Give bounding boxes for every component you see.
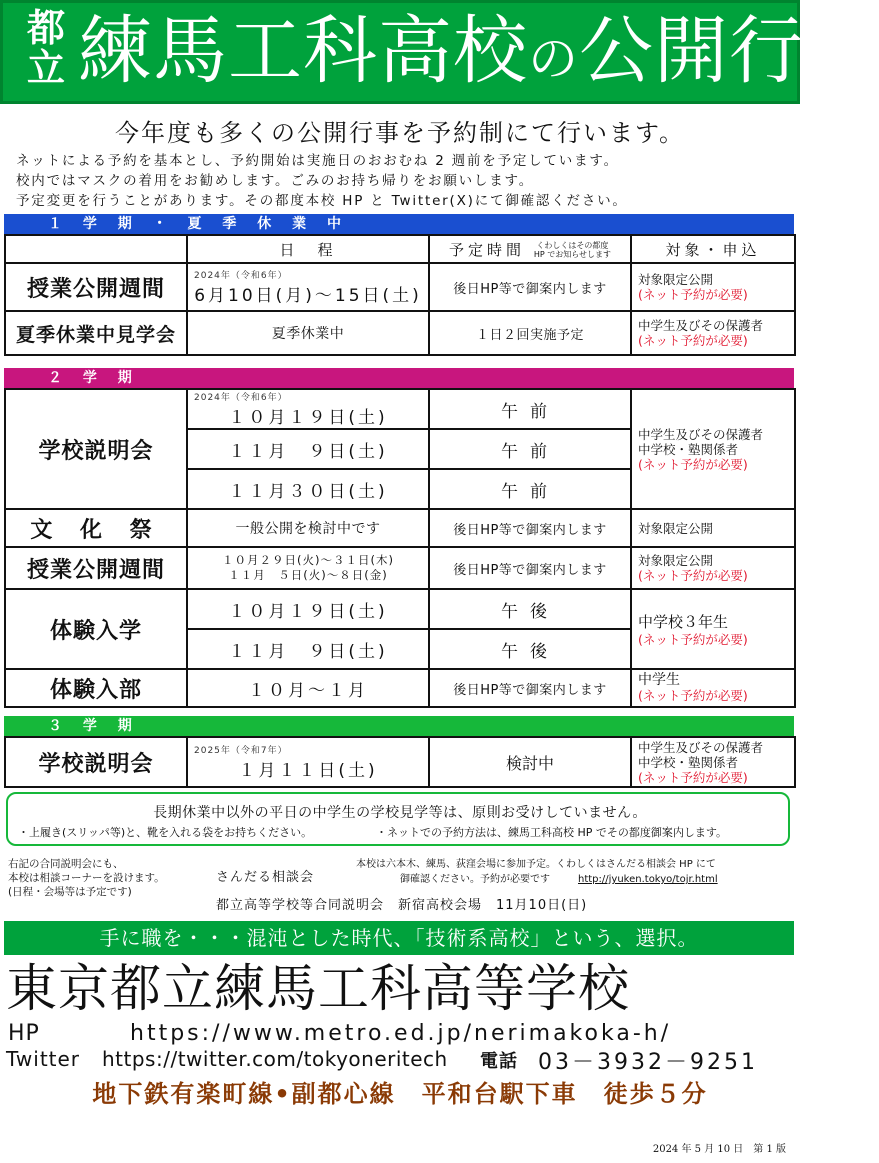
event-date: １１月 ９日(土) [187, 429, 429, 469]
header-event-cell [5, 235, 187, 263]
header-time-note1: くわしくはその都度 [536, 241, 609, 250]
term2-table [4, 388, 796, 708]
event-date: 一般公開を検討中です [187, 509, 429, 547]
target-note: (ネット予約が必要) [638, 568, 748, 583]
era-label: 2025年（令和7年） [194, 746, 288, 756]
banner-tag-line2: 立 [26, 46, 65, 90]
twitter-url[interactable]: https://twitter.com/tokyoneritech [102, 1047, 448, 1071]
term2-header: ２ 学 期 [4, 368, 794, 388]
event-time: 後日HP等で御案内します [429, 263, 631, 311]
note-3: 予定変更を行うことがあります。その都度本校 HP と Twitter(X)にて御確認ください。 [16, 193, 628, 209]
event-time: １日２回実施予定 [429, 311, 631, 355]
table-row [5, 589, 795, 629]
event-name: 授業公開週間 [5, 547, 187, 589]
tel-number: 03－3932－9251 [538, 1050, 758, 1075]
title-main: 練馬工科高校 [78, 8, 528, 94]
notice-box [6, 792, 790, 846]
event-time: 検討中 [429, 737, 631, 787]
slogan-banner: 手に職を・・・混沌とした時代、「技術系高校」という、選択。 [4, 921, 794, 955]
notice-main: 長期休業中以外の平日の中学生の学校見学等は、原則お受けしていません。 [153, 805, 647, 821]
event-date: 6月10日(月)～15日(土) [194, 286, 422, 306]
target-text: 中学校３年生 [638, 612, 729, 631]
notice-sub-1: ・上履き(スリッパ等)と、靴を入れる袋をお持ちください。 [18, 826, 313, 839]
note-1: ネットによる予約を基本とし、予約開始は実施日のおおむね 2 週前を予定しています。 [16, 153, 619, 169]
target-text: 中学生 [638, 672, 680, 688]
event-date: １１月３０日(土) [187, 469, 429, 509]
notice-sub-2: ・ネットでの予約方法は、練馬工科高校 HP でその都度御案内します。 [376, 826, 728, 839]
era-label: 2024年（令和6年） [194, 271, 288, 281]
event-time: 午後 [429, 589, 631, 629]
event-name: 夏季休業中見学会 [5, 311, 187, 355]
event-date-cell [187, 737, 429, 787]
event-date: １０月１９日(土) [187, 589, 429, 629]
event-time: 午後 [429, 629, 631, 669]
table-row [5, 311, 795, 355]
event-date: １１月 ９日(土) [187, 629, 429, 669]
sandaru-note-1: 本校は六本木、練馬、荻窪会場に参加予定。くわしくはさんだる相談会 HP にて [356, 859, 716, 870]
event-time: 後日HP等で御案内します [429, 547, 631, 589]
event-date: １０月～１月 [187, 669, 429, 707]
banner-tag [18, 8, 74, 88]
target-text: 中学生及びその保護者 [638, 426, 764, 442]
event-time: 午前 [429, 429, 631, 469]
event-name: 体験入部 [5, 669, 187, 707]
header-target: 対象・申込 [631, 235, 795, 263]
event-time: 後日HP等で御案内します [429, 669, 631, 707]
sandaru-url[interactable]: http://jyuken.tokyo/tojr.html [578, 874, 718, 885]
term1-header-row [5, 235, 795, 263]
event-time: 午前 [429, 389, 631, 429]
event-date-2: １１月 ５日(火)～８日(金) [228, 568, 388, 582]
event-target [631, 669, 795, 707]
banner-tag-line1: 都 [26, 6, 65, 50]
page-title [78, 6, 879, 104]
header-date: 日 程 [187, 235, 429, 263]
target-text-2: 中学校・塾関係者 [638, 441, 739, 457]
table-row [5, 547, 795, 589]
tel-label: 電話 [480, 1051, 518, 1072]
event-target [631, 311, 795, 355]
hp-url[interactable]: https://www.metro.ed.jp/nerimakoka-h/ [130, 1021, 672, 1046]
edition-date: 2024 年 5 月 10 日 第 1 版 [652, 1144, 786, 1155]
title-tail: 公開行事 [579, 8, 879, 94]
event-target [631, 589, 795, 669]
table-row [5, 737, 795, 787]
event-name: 授業公開週間 [5, 263, 187, 311]
target-text: 対象限定公開 [638, 553, 714, 568]
joint-left-1: 右記の合同説明会にも、 [8, 858, 124, 870]
event-target: 対象限定公開 [631, 509, 795, 547]
term3-table [4, 736, 796, 788]
event-date-cell [187, 547, 429, 589]
target-note: (ネット予約が必要) [638, 631, 748, 647]
target-text: 中学生及びその保護者 [638, 318, 764, 333]
event-date: １０月２９日(火)～３１日(木) [222, 553, 394, 567]
table-row [5, 263, 795, 311]
sandaru-note-2: 御確認ください。予約が必要です [400, 874, 550, 885]
target-text: 対象限定公開 [638, 272, 714, 287]
lead-text: 今年度も多くの公開行事を予約制にて行います。 [114, 119, 686, 147]
header-time [429, 235, 631, 263]
event-time: 後日HP等で御案内します [429, 509, 631, 547]
target-note: (ネット予約が必要) [638, 456, 748, 472]
table-row [5, 389, 795, 429]
target-text: 中学生及びその保護者 [638, 739, 764, 755]
target-note: (ネット予約が必要) [638, 688, 748, 703]
event-name: 体験入学 [5, 589, 187, 669]
era-label: 2024年（令和6年） [194, 393, 288, 403]
table-row [5, 669, 795, 707]
target-note: (ネット予約が必要) [638, 333, 748, 348]
joint-left-2: 本校は相談コーナーを設けます。 [8, 872, 165, 884]
sandaru-title: さんだる相談会 [216, 870, 315, 885]
event-date: １月１１日(土) [238, 761, 378, 781]
event-target [631, 389, 795, 509]
note-2: 校内ではマスクの着用をお勧めします。ごみのお持ち帰りをお願いします。 [16, 173, 535, 189]
term1-header: １ 学 期 ・ 夏 季 休 業 中 [4, 214, 794, 234]
event-target [631, 547, 795, 589]
term1-table [4, 234, 796, 356]
title-particle: の [528, 30, 579, 88]
event-target [631, 737, 795, 787]
twitter-label: Twitter [6, 1047, 81, 1071]
joint-left-3: (日程・会場等は予定です) [8, 886, 132, 898]
event-date-cell [187, 389, 429, 429]
event-date: １０月１９日(土) [228, 408, 388, 428]
header-time-note2: HP でお知らせします [533, 250, 611, 259]
hp-label: HP [8, 1021, 40, 1046]
event-name: 学校説明会 [5, 389, 187, 509]
event-target [631, 263, 795, 311]
access-info: 地下鉄有楽町線•副都心線 平和台駅下車 徒歩５分 [92, 1080, 708, 1108]
target-note: (ネット予約が必要) [638, 769, 748, 785]
target-note: (ネット予約が必要) [638, 287, 748, 302]
event-name: 学校説明会 [5, 737, 187, 787]
event-date-cell [187, 263, 429, 311]
header-time-label: 予定時間 [449, 240, 526, 259]
event-date: 夏季休業中 [187, 311, 429, 355]
metro-session: 都立高等学校等合同説明会 新宿高校会場 11月10日(日) [216, 898, 588, 913]
table-row [5, 509, 795, 547]
event-time: 午前 [429, 469, 631, 509]
term3-header: ３ 学 期 [4, 716, 794, 736]
school-name: 東京都立練馬工科高等学校 [6, 960, 631, 1019]
event-name: 文 化 祭 [5, 509, 187, 547]
target-text-2: 中学校・塾関係者 [638, 754, 739, 770]
